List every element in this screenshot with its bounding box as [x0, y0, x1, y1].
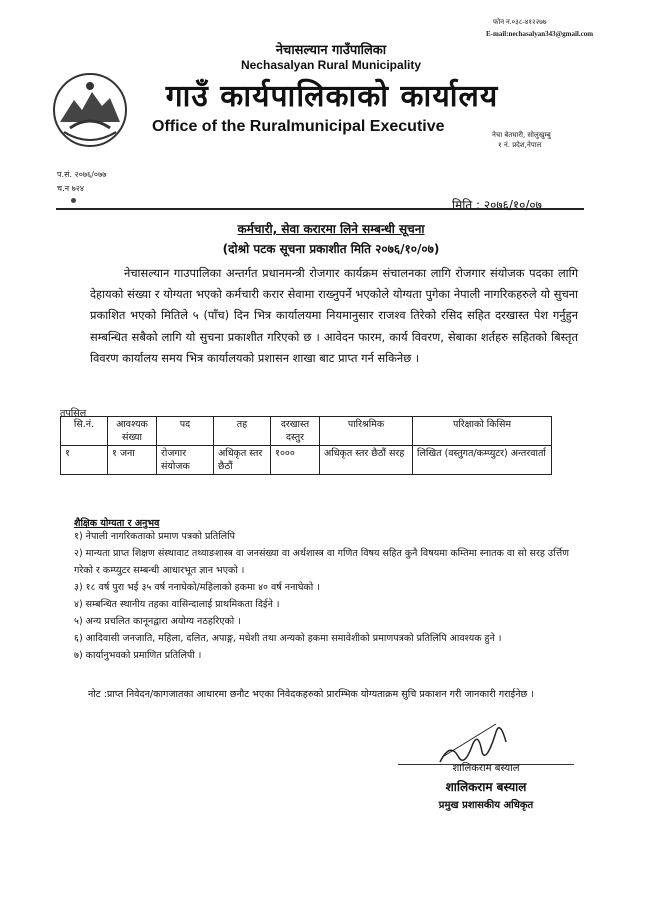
table-cell: अधिकृत स्तर छैठौं — [214, 446, 271, 475]
vacancy-table — [60, 416, 552, 475]
table-caption: तपसिल — [60, 408, 87, 419]
table-header-cell: पद — [157, 417, 214, 446]
notice-subtitle: (दोश्रो पटक सूचना प्रकाशीत मिति २०७६/१०/०७) — [222, 242, 440, 256]
table-cell: लिखित (वस्तुगत/कम्प्युटर) अन्तरवार्ता — [413, 446, 552, 475]
table-cell: अधिकृत स्तर छैठौं सरह — [320, 446, 413, 475]
notice-date: मिति : २०७६/१०/०७ — [452, 198, 542, 212]
table-cell: १००० — [271, 446, 320, 475]
address-line: नेचा बेतघारी, सोलुखुम्बु — [492, 131, 551, 139]
nepal-emblem-icon — [50, 70, 130, 150]
table-header-row — [61, 417, 552, 446]
header-divider — [56, 208, 584, 210]
office-address — [492, 130, 551, 150]
table-header-cell: तह — [214, 417, 271, 446]
signatory-handwritten-name: शालिकराम बस्याल — [452, 763, 520, 774]
contact-email: E-mail:nechasalyan343@gmail.com — [486, 30, 594, 38]
table-header-cell: सि.नं. — [61, 417, 108, 446]
list-item: ६) आदिवासी जनजाति, महिला, दलित, अपाङ्ग, मधेशी तथा अन्यको हकमा समावेशीको प्रमाणपत्रको प्रतिलिपि आवश्यक हुने । — [74, 633, 502, 644]
notice-subject: कर्मचारी, सेवा करारमा लिने सम्बन्धी सूचना — [237, 222, 425, 236]
municipality-name-en: Nechasalyan Rural Municipality — [240, 58, 422, 72]
list-item: ७) कार्यानुभवको प्रमाणित प्रतिलिपी । — [74, 650, 202, 661]
qualifications-title: शैक्षिक योग्यता र अनुभव — [74, 518, 160, 529]
table-cell: रोजगार संयोजक — [157, 446, 214, 475]
reference-block — [57, 168, 106, 196]
notice-note: नोट :प्राप्त निवेदन/कागजातका आधारमा छनौट भएका निवेदकहरुको प्रारम्भिक योग्यताक्रम सुचि प्रकाशन गरी जानकारी गराईनेछ । — [88, 689, 534, 700]
office-title-np: गाउँ कार्यपालिकाको कार्यालय — [165, 79, 499, 114]
qualifications-list — [74, 528, 574, 664]
list-item: २) मान्यता प्राप्त शिक्षण संस्थावाट तथ्याङशास्त्र वा जनसंख्या वा अर्थशास्त्र वा गणित विषय सहित कुनै विषयमा कम्तिमा स्नातक वा सो सरह उर्त्तिण गरेको र कम्प्युटर सम्बन्धी आधारभूत ज्ञान भएको । — [74, 548, 570, 576]
table-header-cell: पारिश्रमिक — [320, 417, 413, 446]
list-item: ३) १८ वर्ष पुरा भई ३५ वर्ष ननाघेको/महिलाको हकमा ४० वर्ष ननाघेको । — [74, 582, 320, 593]
table-header-cell: परिक्षाको किसिम — [413, 417, 552, 446]
fiscal-year: प.सं. २०७६/०७७ — [57, 170, 107, 179]
signatory-title: प्रमुख प्रशासकीय अधिकृत — [438, 800, 534, 811]
list-item: ४) सम्बन्धित स्थानीय तहका वासिन्दालाई प्राथमिकता दिईने । — [74, 599, 280, 610]
list-item: ५) अन्य प्रचलित कानूनद्वारा अयोग्य नठहरिएको । — [74, 616, 241, 627]
contact-phone: फोन न.०३८-४१२२७७ — [493, 18, 547, 26]
list-item: १) नेपाली नागरिकताको प्रमाण पत्रको प्रतिलिपि — [74, 531, 235, 542]
table-cell: १ — [61, 446, 108, 475]
notice-body: नेचासल्यान गाउपालिका अन्तर्गत प्रधानमन्त्री रोजगार कार्यक्रम संचालनका लागि रोजगार संयोजक पदका लागि देहायको संख्या र योग्यता भएको कर्मचारी करार सेवामा राख्नुपर्ने भएकोले योग्यता पुगेका नेपाली नागरिकहरुले यो सुचना प्रकाशित भएको मितिले ५ (पाँच) दिन भित्र कार्यालयमा नियमानुसार राजश्व तिरेको रसिद सहित दरखास्त पेश गर्नुहुन सम्बन्धित सबैको लागि यो सुचना प्रकाशीत गरिएको छ । आवेदन फारम, कार्य विवरण, सेबाका शर्तहरु सहितको बिस्तृत विवरण कार्यालय समय भित्र कार्यालयको प्रशासन शाखा बाट प्राप्त गर्न सकिनेछ । — [90, 266, 578, 365]
table-header-cell: आवश्यक संख्या — [108, 417, 157, 446]
table-cell: १ जना — [108, 446, 157, 475]
municipality-name-np: नेचासल्यान गाउँपालिका — [275, 43, 387, 58]
address-line: १ नं. प्रदेश,नेपाल — [498, 141, 542, 149]
bullet-mark — [71, 198, 76, 203]
signatory-name: शालिकराम बस्याल — [445, 780, 527, 794]
signature-line — [398, 764, 574, 765]
office-title-en: Office of the Ruralmunicipal Executive — [152, 118, 445, 135]
table-row — [61, 446, 552, 475]
table-header-cell: दरखास्त दस्तुर — [271, 417, 320, 446]
dispatch-number: च.न ७२४ — [57, 184, 85, 193]
